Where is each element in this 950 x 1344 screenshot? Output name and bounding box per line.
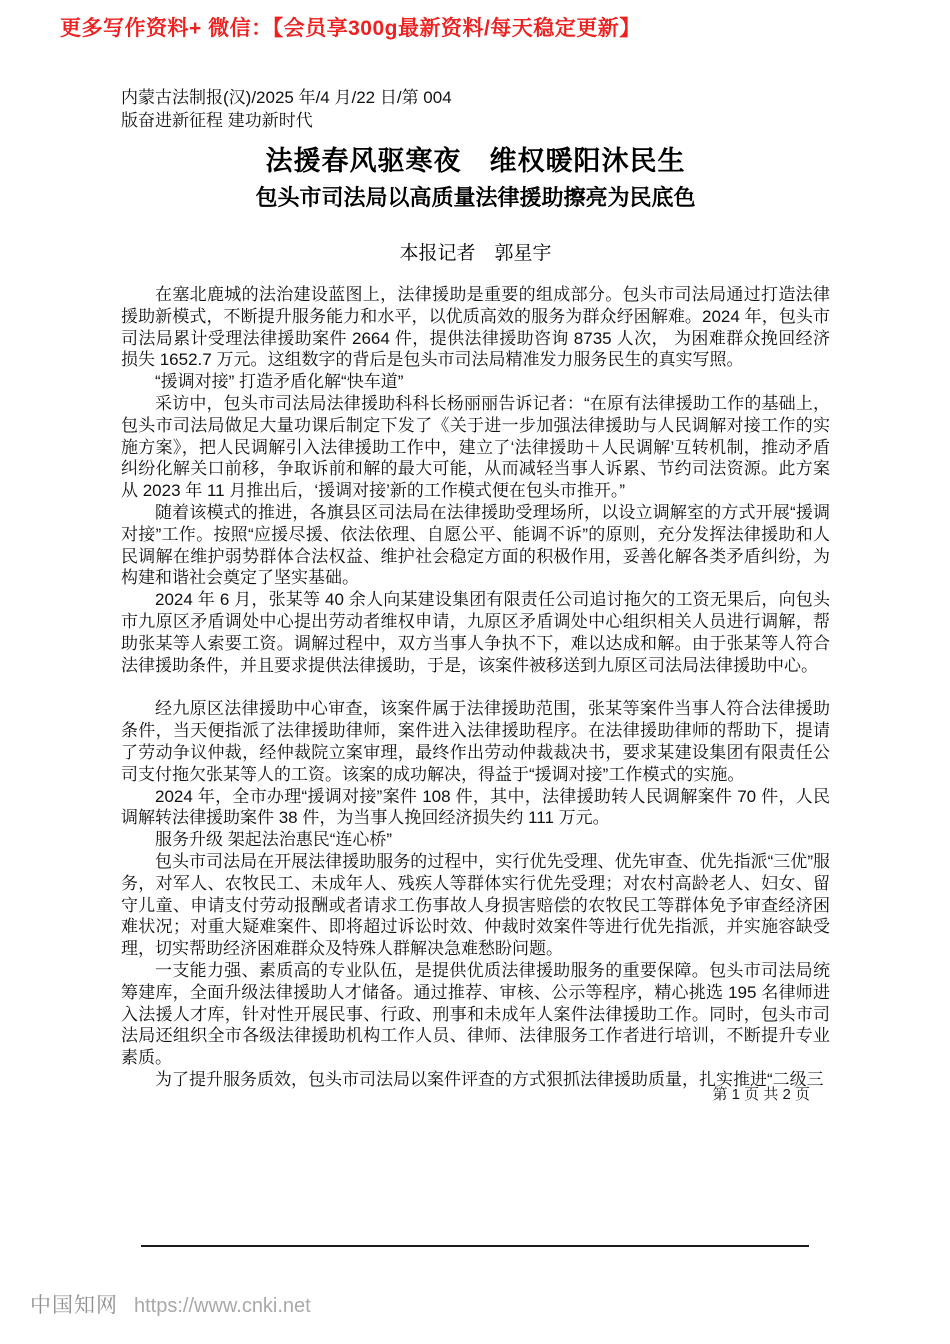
promo-banner: 更多写作资料+ 微信：【会员享300g最新资料/每天稳定更新】 bbox=[60, 17, 641, 40]
cnki-url: https://www.cnki.net bbox=[134, 1295, 311, 1317]
article-body bbox=[121, 284, 830, 1091]
source-info bbox=[121, 86, 830, 132]
article-paragraph: 在塞北鹿城的法治建设蓝图上，法律援助是重要的组成部分。包头市司法局通过打造法律援助新模式，不断提升服务能力和水平，以优质高效的服务为群众纾困解难。2024 年，包头市司法局累计受理法律援助案件 2664 件，提供法律援助咨询 8735 人次， 为困难群众挽回经济损失 1652.7 万元。这组数字的背后是包头市司法局精准发力服务民生的真实写照。 bbox=[121, 285, 830, 370]
article-paragraph: 为了提升服务质效，包头市司法局以案件评查的方式狠抓法律援助质量，扎实推进“二级三 bbox=[155, 1069, 824, 1089]
page-indicator: 第 1 页 共 2 页 bbox=[712, 1086, 810, 1103]
article-paragraph: 随着该模式的推进，各旗县区司法局在法律援助受理场所，以设立调解室的方式开展“援调对接”工作。按照“应援尽援、依法依理、自愿公平、能调不诉”的原则，充分发挥法律援助和人民调解在维护弱势群体合法权益、维护社会稳定方面的积极作用，妥善化解各类矛盾纠纷，为构建和谐社会奠定了坚实基础。 bbox=[121, 502, 830, 588]
section-heading: 服务升级 架起法治惠民“连心桥” bbox=[155, 830, 393, 850]
source-line-1: 内蒙古法制报(汉)/2025 年/4 月/22 日/第 004 bbox=[121, 88, 452, 107]
article-title: 法援春风驱寒夜 维权暖阳沐民生 bbox=[265, 146, 686, 176]
article-subtitle: 包头市司法局以高质量法律援助擦亮为民底色 bbox=[255, 185, 696, 210]
source-line-2: 版奋进新征程 建功新时代 bbox=[121, 111, 313, 130]
byline: 本报记者 郭星宇 bbox=[399, 243, 552, 264]
cnki-watermark bbox=[30, 1289, 311, 1319]
article-paragraph: 2024 年，全市办理“援调对接”案件 108 件，其中，法律援助转人民调解案件 70 件，人民调解转法律援助案件 38 件，为当事人挽回经济损失约 111 万元。 bbox=[121, 786, 830, 828]
article-paragraph: 2024 年 6 月，张某等 40 余人向某建设集团有限责任公司追讨拖欠的工资无果后，向包头市九原区矛盾调处中心提出劳动者维权申请，九原区矛盾调处中心组织相关人员进行调解，帮助张某等人索要工资。调解过程中，双方当事人争执不下，难以达成和解。由于张某等人符合法律援助条件，并且要求提供法律援助，于是，该案件被移送到九原区司法局法律援助中心。 bbox=[121, 590, 830, 675]
article-paragraph: 采访中，包头市司法局法律援助科科长杨丽丽告诉记者：“在原有法律援助工作的基础上，包头市司法局做足大量功课后制定下发了《关于进一步加强法律援助与人民调解对接工作的实施方案》，把人民调解引入法律援助工作中，建立了‘法律援助＋人民调解’互转机制，推动矛盾纠纷化解关口前移，争取诉前和解的最大可能，从而减轻当事人诉累、节约司法资源。此方案从 2023 年 11 月推出后，‘援调对接’新的工作模式便在包头市推开。” bbox=[121, 393, 830, 501]
cnki-logo-text: 中国知网 bbox=[30, 1294, 118, 1317]
footer-divider bbox=[141, 1245, 809, 1247]
article-content bbox=[121, 86, 830, 1091]
article-paragraph: 包头市司法局在开展法律援助服务的过程中，实行优先受理、优先审查、优先指派“三优”服务，对军人、农牧民工、未成年人、残疾人等群体实行优先受理；对农村高龄老人、妇女、留守儿童、申请支付劳动报酬或者请求工伤事故人身损害赔偿的农牧民工等群体免予审查经济困难状况；对重大疑难案件、即将超过诉讼时效、仲裁时效案件等进行优先指派，并实施容缺受理，切实帮助经济困难群众及特殊人群解决急难愁盼问题。 bbox=[121, 851, 830, 959]
section-heading: “援调对接” 打造矛盾化解“快车道” bbox=[155, 372, 404, 392]
article-paragraph: 经九原区法律援助中心审查，该案件属于法律援助范围，张某等案件当事人符合法律援助条件，当天便指派了法律援助律师，案件进入法律援助程序。在法律援助律师的帮助下，提请了劳动争议仲裁，经仲裁院立案审理，最终作出劳动仲裁裁决书，要求某建设集团有限责任公司支付拖欠张某等人的工资。该案的成功解决，得益于“援调对接”工作模式的实施。 bbox=[121, 699, 830, 784]
article-paragraph: 一支能力强、素质高的专业队伍，是提供优质法律援助服务的重要保障。包头市司法局统筹建库，全面升级法律援助人才储备。通过推荐、审核、公示等程序，精心挑选 195 名律师进入法援人才库，针对性开展民事、行政、刑事和未成年人案件法律援助工作。同时，包头市司法局还组织全市各级法律援助机构工作人员、律师、法律服务工作者进行培训，不断提升专业素质。 bbox=[121, 960, 830, 1068]
